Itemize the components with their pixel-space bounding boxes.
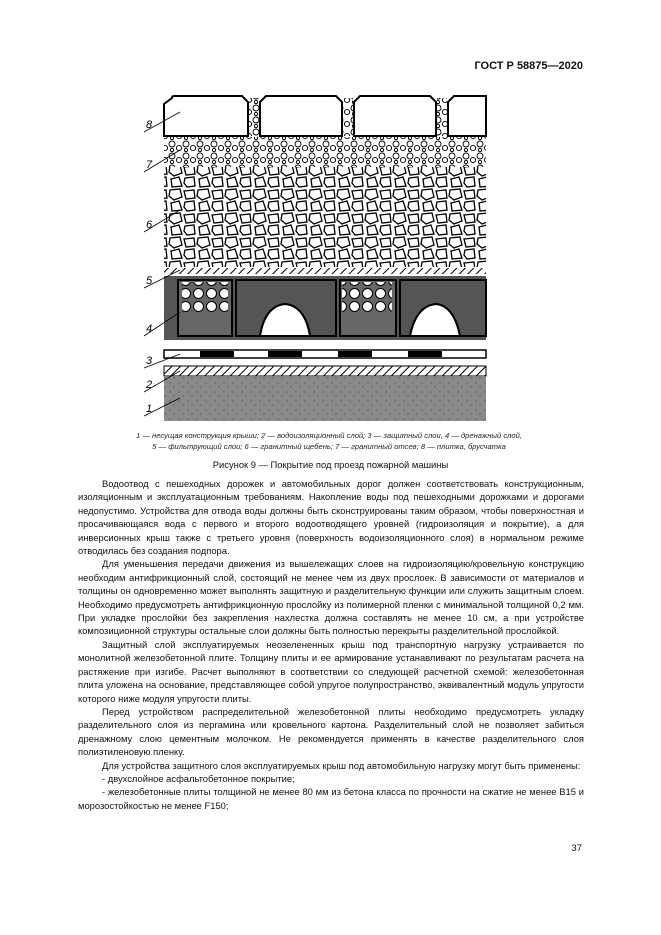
label-4: 4 [146, 323, 153, 335]
layer-waterproofing [164, 366, 486, 376]
roof-section-figure [140, 92, 500, 428]
layer-screenings [164, 137, 486, 167]
label-5: 5 [146, 275, 153, 287]
figure-legend [94, 430, 564, 452]
figure-title: Рисунок 9 — Покрытие под проезд пожарной машины [212, 459, 449, 470]
label-6: 6 [146, 219, 153, 231]
document-id: ГОСТ Р 58875—2020 [474, 60, 583, 72]
label-1: 1 [146, 403, 153, 415]
layer-protective [164, 350, 486, 358]
paragraph: Для устройства защитного слоя эксплуатируемых крыш под автомобильную нагрузку могут быть применены: [102, 759, 581, 771]
layer-filter [164, 268, 486, 274]
page-number: 37 [571, 843, 582, 854]
legend-line: 1 — несущая конструкция крыши; 2 — водоизоляционный слой; 3 — защитный слои, 4 — дренажный слой, [135, 431, 522, 440]
list-item: - железобетонные плиты толщиной не менее 80 мм из бетона класса по прочности на сжатие не менее В15 и морозостойкостью не менее F150; [78, 786, 584, 811]
label-2: 2 [146, 379, 153, 391]
legend-line: 5 — фильтрующий слои; 6 — гранитный щебень; 7 — гранитный отсев; 8 — плитка, брусчатка [152, 442, 506, 451]
layer-crushed-granite [164, 167, 486, 267]
label-8: 8 [146, 119, 153, 131]
paragraph: Перед устройством распределительной железобетонной плиты необходимо предусмотреть укладку разделительного слоя из пергамина или кровельного картона. Разделительный слой не позволяет забиться дренажному слою цементным молочком. Не рекомендуется применять в качестве разделительного слоя полиэтиленовую пленку. [78, 705, 584, 758]
paragraph: Водоотвод с пешеходных дорожек и автомобильных дорог должен соответствовать конструкционным, изоляционным и эксплуатационным требованиям. Накопление воды под пешеходными дорожками и дорогами недопустимо. Устройства для отвода воды должны быть сконструированы таким образом, чтобы поверхностная и просачивающаяся вода с первого и второго водоотводящего уровней (гидроизоляция и покрытие), а для инверсионных крыш также с третьего уровня (поверхность водоизоляционного слоя) в нормальном режиме отводилась без создания подпора. [78, 478, 584, 557]
layer-drainage [164, 276, 486, 340]
body-text [78, 477, 584, 812]
label-3: 3 [146, 355, 153, 367]
label-7: 7 [146, 159, 153, 171]
paragraph: Для уменьшения передачи движения из вышележащих слоев на гидроизоляцию/кровельную конструкцию необходим антифрикционный слой, состоящий не менее чем из двух прослоек. В зависимости от материалов и толщины он одновременно может выполнять защитную и разделительную функции или служить защитным слоем. Необходимо предусмотреть антифрикционную прослойку из полимерной пленки с минимальной толщиной 0,2 мм. При укладке прослойки без закрепления нахлестка должна составлять не менее 10 см, а при устройстве композиционной структуры остальные слои должны быть полностью перекрыты разделительной прослойкой. [78, 558, 584, 637]
list-item: - двухслойное асфальтобетонное покрытие; [102, 772, 295, 784]
paragraph: Защитный слой эксплуатируемых неозелененных крыш под транспортную нагрузку устраивается по монолитной железобетонной плите. Толщину плиты и ее армирование устанавливают по результатам расчета на растяжение при изгибе. Расчет выполняют в соответствии со следующей расчетной схемой: железобетонная плита уложена на основание, представляющее собой упругое полупространство, эквивалентный модуль упругости которого ниже модуля упругости плиты. [78, 638, 584, 704]
layer-tiles [164, 96, 486, 136]
